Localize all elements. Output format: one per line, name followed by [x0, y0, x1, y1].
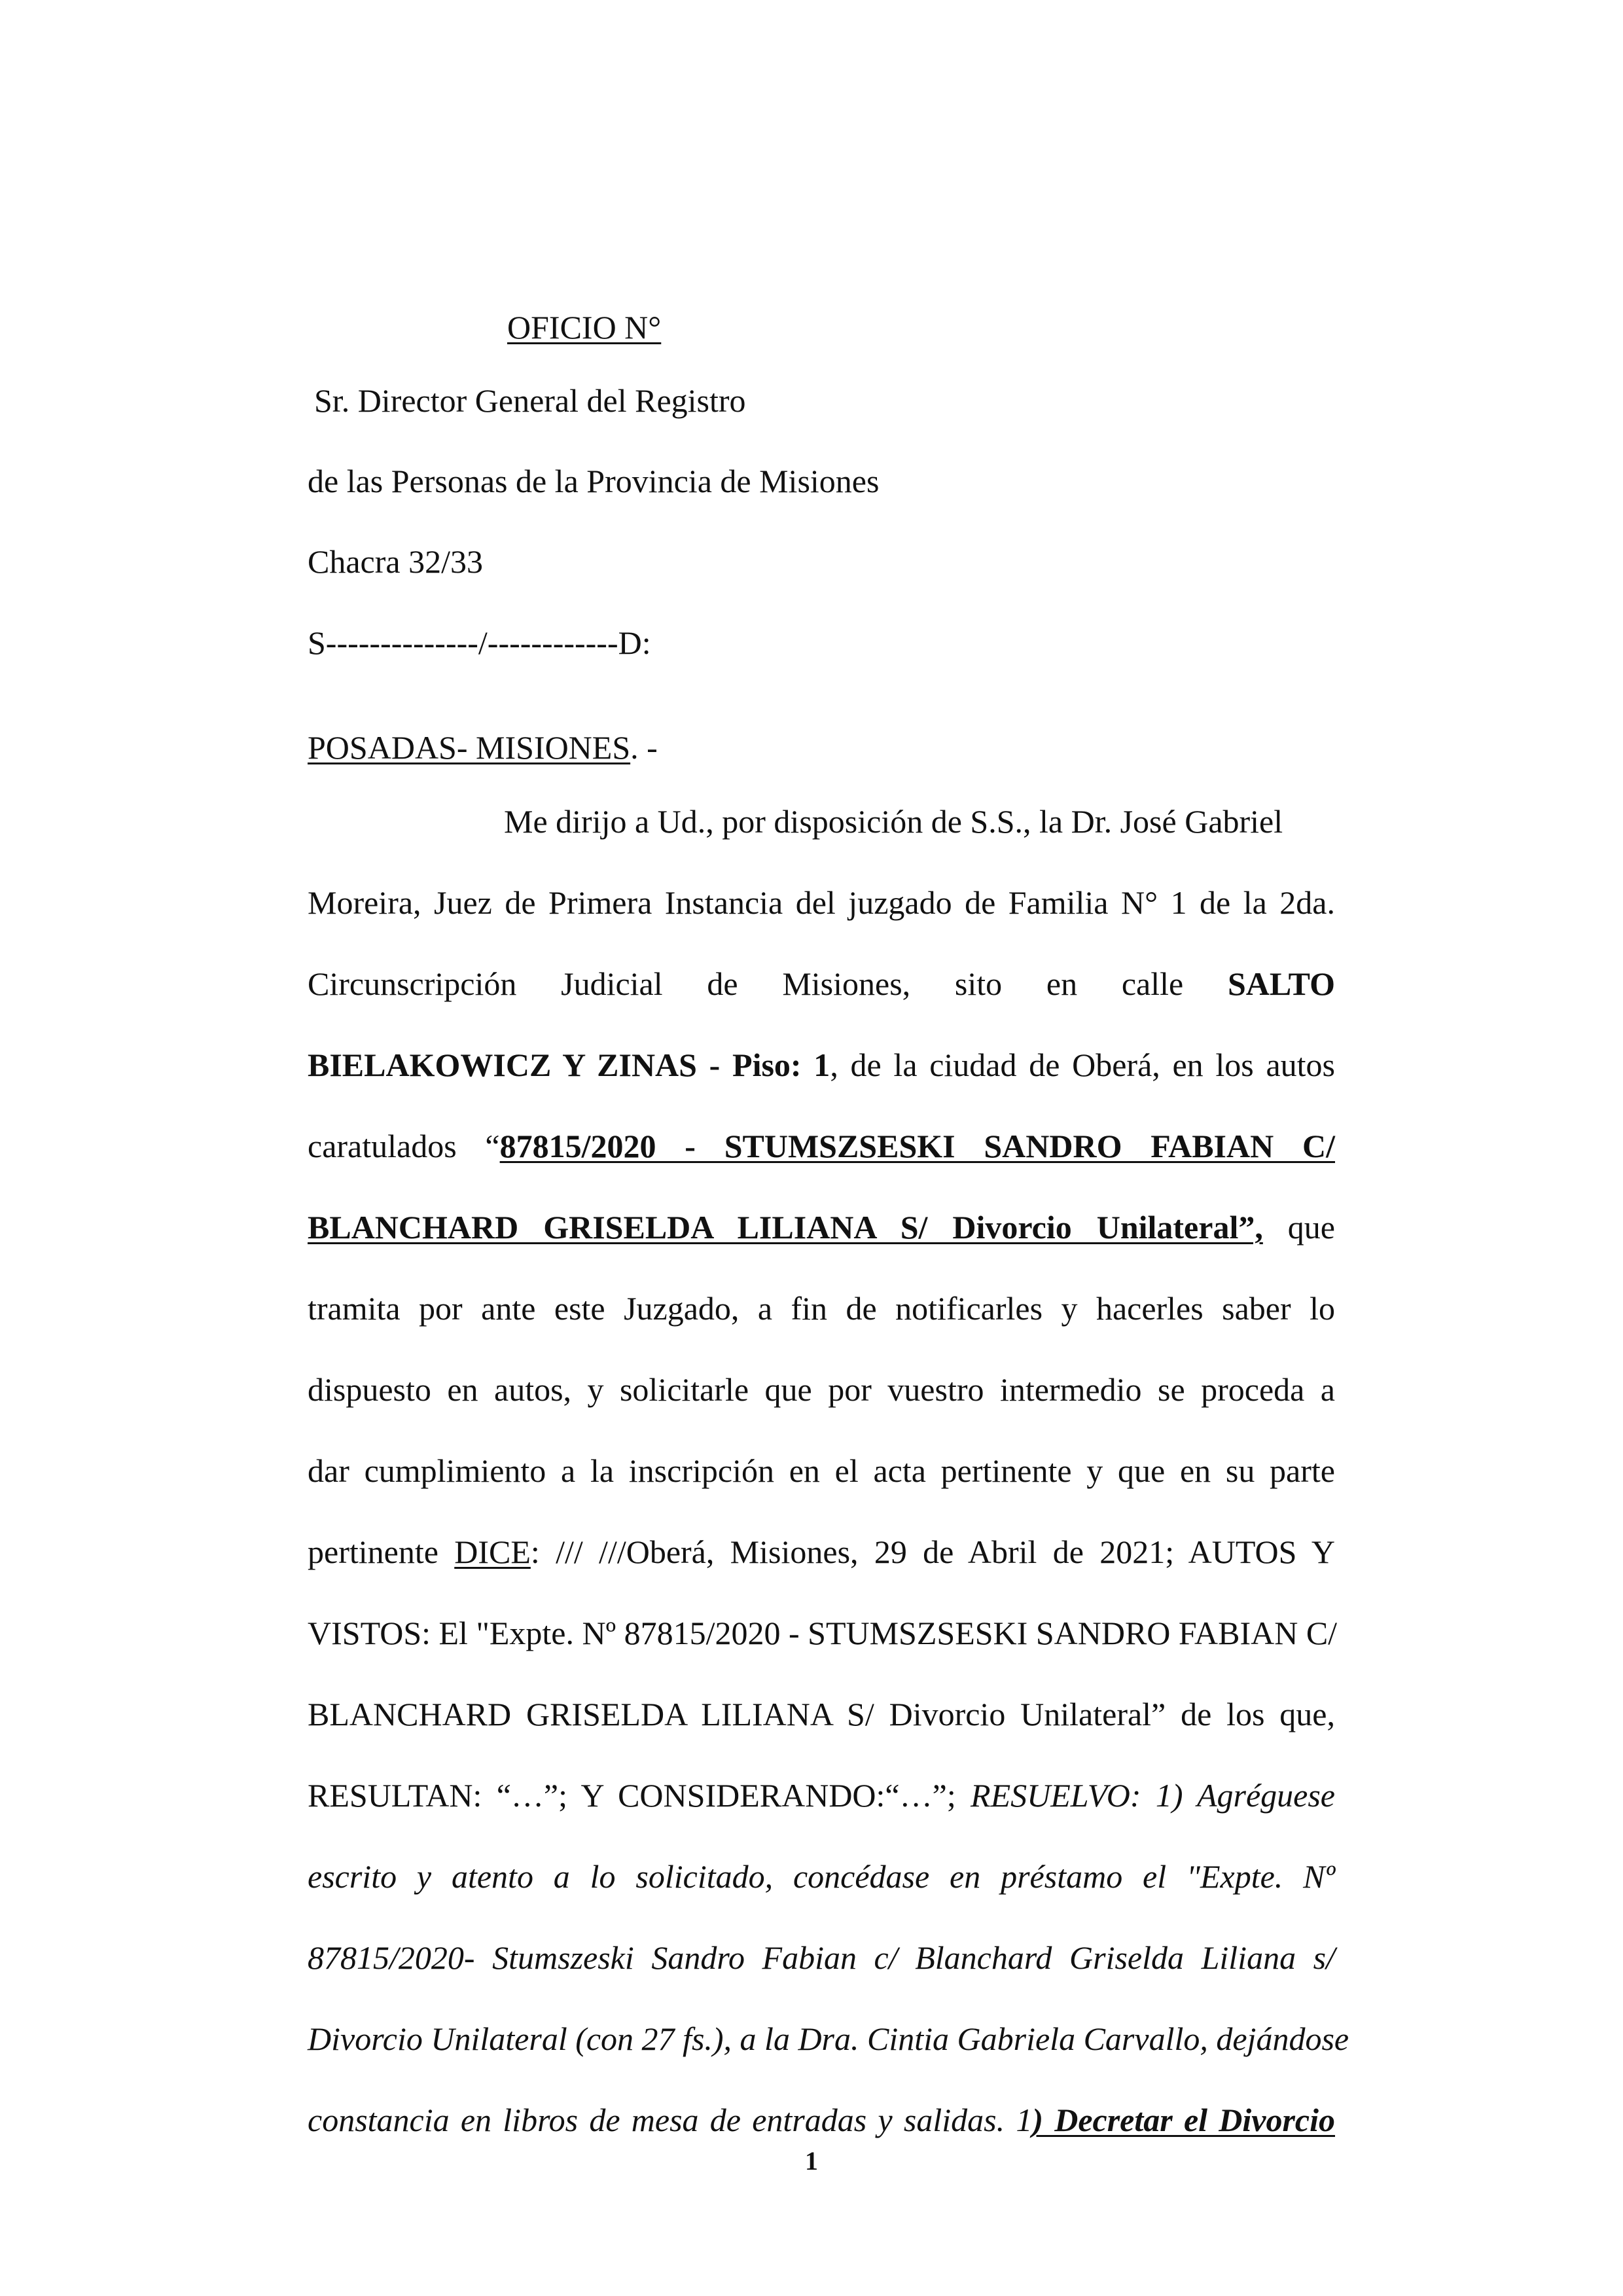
oficio-number-label: OFICIO N° [507, 309, 662, 346]
body-text: BLANCHARD GRISELDA LILIANA S/ Divorcio Unilateral” de los que, [308, 1696, 1335, 1732]
body-line [308, 1208, 1335, 1289]
body-line [308, 1857, 1335, 1938]
body-text: Moreira, Juez de Primera Instancia del juzgado de Familia N° 1 de la 2da. [308, 884, 1335, 921]
body-line [308, 1613, 1338, 1695]
divorce-decree-text: ) Decretar el Divorcio [1032, 2102, 1335, 2138]
body-text: Me dirijo a Ud., por disposición de S.S., la Dr. José Gabriel [504, 803, 1283, 840]
body-line [308, 2019, 1349, 2100]
body-text: : /// ///Oberá, Misiones, 29 de Abril de 2021; AUTOS Y [530, 1534, 1336, 1570]
body-text: Circunscripción Judicial de Misiones, sito en calle [308, 965, 1228, 1002]
addressee-line-2: de las Personas de la Provincia de Misiones [308, 463, 880, 499]
case-title-part-1: 87815/2020 - STUMSZSESKI SANDRO FABIAN C/ [499, 1128, 1335, 1164]
body-line [308, 1451, 1335, 1532]
addressee-line-1: Sr. Director General del Registro [314, 382, 746, 419]
dice-label: DICE [454, 1534, 531, 1570]
body-line [308, 1126, 1335, 1208]
body-text: dispuesto en autos, y solicitarle que por vuestro intermedio se proceda a [308, 1371, 1335, 1408]
body-text: pertinente [308, 1534, 455, 1570]
resolution-text: 87815/2020- Stumszeski Sandro Fabian c/ Blanchard Griselda Liliana s/ [308, 1939, 1335, 1976]
body-line [308, 802, 1335, 883]
city-tail: . - [630, 729, 658, 766]
body-line [308, 1938, 1335, 2019]
body-line [308, 883, 1335, 964]
city-name: POSADAS- MISIONES [308, 729, 631, 766]
body-line [308, 1532, 1335, 1613]
body-text: que [1262, 1209, 1335, 1246]
body-text: caratulados “ [308, 1128, 500, 1164]
resolution-text: RESUELVO: 1) Agréguese [971, 1777, 1335, 1814]
addressee-address: Chacra 32/33 [308, 543, 483, 580]
resolution-text: escrito y atento a lo solicitado, concédase en préstamo el "Expte. Nº [308, 1858, 1335, 1895]
salutation-line: S--------------/------------D: [308, 624, 651, 661]
letter-body [308, 802, 1349, 2181]
body-line [308, 1695, 1335, 1776]
page-number: 1 [805, 2146, 818, 2176]
body-text: VISTOS: El "Expte. Nº 87815/2020 - STUMSZSESKI SANDRO FABIAN C/ [308, 1615, 1338, 1651]
oficio-heading [507, 308, 661, 347]
body-line [308, 1045, 1335, 1126]
addressee-city [308, 728, 658, 767]
resolution-text: constancia en libros de mesa de entradas y salidas. 1 [308, 2102, 1033, 2138]
body-text: dar cumplimiento a la inscripción en el acta pertinente y que en su parte [308, 1452, 1335, 1489]
case-title-part-2: BLANCHARD GRISELDA LILIANA S/ Divorcio Unilateral”, [308, 1209, 1263, 1246]
body-text: tramita por ante este Juzgado, a fin de notificarles y hacerles saber lo [308, 1290, 1335, 1327]
body-line [308, 1776, 1335, 1857]
body-line [308, 1370, 1335, 1451]
street-name: SALTO [1227, 965, 1335, 1002]
body-line [308, 1289, 1335, 1370]
body-text: , de la ciudad de Oberá, en los autos [830, 1047, 1335, 1083]
body-text: RESULTAN: “…”; Y CONSIDERANDO:“…”; [308, 1777, 971, 1814]
body-line [308, 964, 1335, 1045]
street-address-bold: BIELAKOWICZ Y ZINAS - Piso: 1 [308, 1047, 830, 1083]
resolution-text: Divorcio Unilateral (con 27 fs.), a la Dra. Cintia Gabriela Carvallo, dejándose [308, 2020, 1349, 2057]
